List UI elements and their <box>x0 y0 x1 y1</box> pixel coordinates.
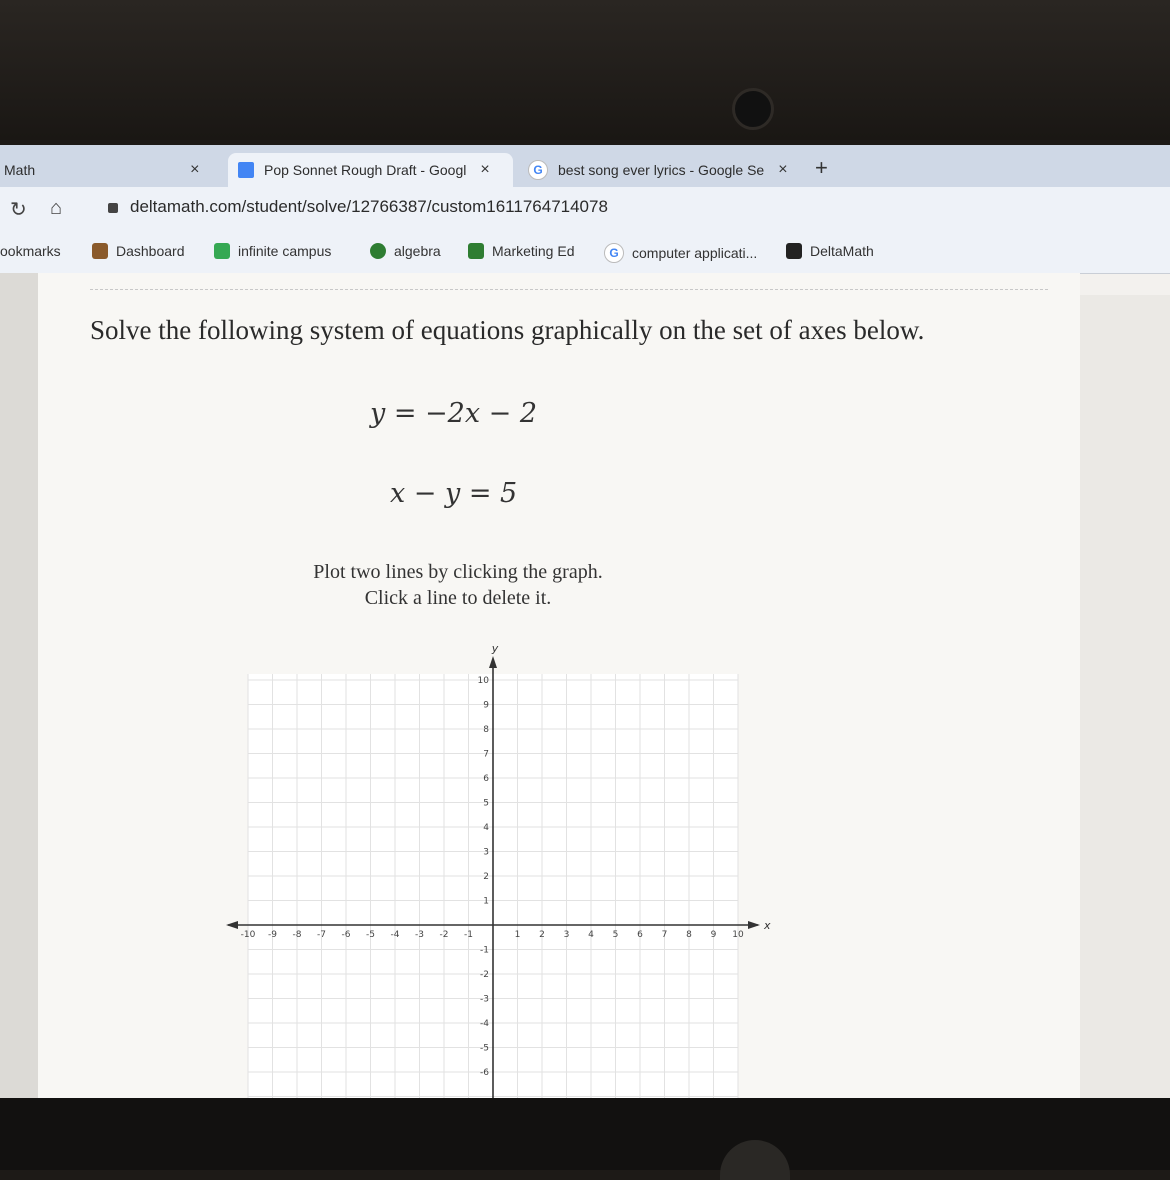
tab-label: best song ever lyrics - Google Se <box>558 162 765 178</box>
y-tick-label: 7 <box>483 749 489 760</box>
y-tick-label: 10 <box>477 676 489 686</box>
tab-label: Math <box>4 162 36 178</box>
x-tick-label: 8 <box>686 930 692 940</box>
url-field[interactable]: deltamath.com/student/solve/12766387/custom1611764714078 <box>130 197 608 216</box>
algebra-icon <box>370 243 386 259</box>
y-tick-label: 3 <box>483 847 489 858</box>
close-tab-icon[interactable]: × <box>778 161 788 178</box>
bookmarks-label[interactable]: ookmarks <box>0 243 61 259</box>
problem-page <box>38 273 1080 1098</box>
x-tick-label: -4 <box>390 930 400 940</box>
left-margin <box>0 273 38 1098</box>
webcam <box>732 88 774 130</box>
bookmark-algebra[interactable] <box>370 243 441 259</box>
y-tick-label: 4 <box>483 823 489 833</box>
y-tick-label: 6 <box>483 774 489 784</box>
y-tick-label: 8 <box>483 725 489 735</box>
y-tick-label: -1 <box>480 945 489 956</box>
address-bar <box>0 187 1170 233</box>
y-tick-label: -6 <box>480 1068 489 1078</box>
bookmark-label: infinite campus <box>238 243 332 259</box>
tab-bar <box>0 145 1170 187</box>
y-tick-label: -3 <box>480 994 489 1005</box>
x-tick-label: -9 <box>268 930 277 940</box>
dashboard-icon <box>92 243 108 259</box>
x-axis-arrow-icon <box>748 921 760 929</box>
x-tick-label: 2 <box>539 930 545 940</box>
x-tick-label: -7 <box>317 930 326 940</box>
close-tab-icon[interactable]: × <box>190 161 200 178</box>
laptop-bezel-top <box>0 0 1170 140</box>
instruction-delete: Click a line to delete it. <box>364 587 552 609</box>
laptop-bezel-bottom <box>0 1098 1170 1170</box>
bookmark-marketing-ed[interactable] <box>468 243 574 259</box>
y-tick-label: 2 <box>483 872 489 882</box>
bookmark-infinite-campus[interactable] <box>214 243 331 259</box>
divider <box>90 289 1048 290</box>
tab-label: Pop Sonnet Rough Draft - Googl <box>264 162 467 178</box>
x-tick-label: -2 <box>439 930 449 940</box>
x-tick-label: 6 <box>637 930 643 940</box>
docs-icon <box>238 162 254 178</box>
y-tick-label: 5 <box>483 798 489 809</box>
instruction-plot: Plot two lines by clicking the graph. <box>313 561 603 583</box>
equation-2: x − y = 5 <box>390 478 518 509</box>
y-axis-arrow-icon <box>489 656 497 668</box>
bookmark-label: algebra <box>394 243 441 259</box>
y-tick-label: -5 <box>480 1043 489 1054</box>
graph-area[interactable] <box>178 633 778 1098</box>
problem-prompt: Solve the following system of equations graphically on the set of axes below. <box>90 315 925 345</box>
x-tick-label: -8 <box>292 930 302 940</box>
bookmark-label: computer applicati... <box>632 245 758 261</box>
x-tick-label: 7 <box>661 930 668 940</box>
home-icon[interactable]: ⌂ <box>50 197 63 219</box>
new-tab-button[interactable]: + <box>815 155 828 180</box>
bookmark-deltamath[interactable] <box>786 243 874 259</box>
right-margin <box>1080 295 1170 1098</box>
x-tick-label: -6 <box>341 930 351 940</box>
y-tick-label: -4 <box>480 1019 489 1029</box>
marketing-icon <box>468 243 484 259</box>
x-axis-arrow-left-icon <box>226 921 238 929</box>
bookmarks-bar <box>0 233 1170 274</box>
screen <box>0 145 1170 1098</box>
tab-pop-sonnet[interactable] <box>228 153 513 187</box>
x-tick-label: 9 <box>710 930 717 940</box>
x-tick-label: 4 <box>588 930 594 940</box>
tab-deltamath[interactable] <box>0 153 225 187</box>
google-icon: G <box>528 160 548 180</box>
y-tick-label: 1 <box>483 896 489 907</box>
x-tick-label: 1 <box>514 930 521 940</box>
x-tick-label: -5 <box>366 930 375 940</box>
google-icon: G <box>604 243 624 263</box>
equation-1: y = −2x − 2 <box>370 398 538 429</box>
bookmark-dashboard[interactable] <box>92 243 185 259</box>
x-tick-label: -10 <box>240 930 256 940</box>
bookmark-label: Dashboard <box>116 243 185 259</box>
x-tick-label: 5 <box>612 930 619 940</box>
bookmark-computer-applications[interactable] <box>604 243 757 263</box>
campus-icon <box>214 243 230 259</box>
lock-icon <box>108 203 118 213</box>
x-tick-label: -3 <box>415 930 424 940</box>
reload-icon[interactable]: ↻ <box>10 199 27 221</box>
y-tick-label: 9 <box>483 700 489 711</box>
y-axis-label: y <box>491 642 499 655</box>
deltamath-icon <box>786 243 802 259</box>
y-tick-label: -2 <box>480 970 489 980</box>
tab-best-song[interactable] <box>520 153 805 187</box>
close-tab-icon[interactable]: × <box>480 161 490 178</box>
bookmark-label: Marketing Ed <box>492 243 575 259</box>
x-tick-label: 10 <box>732 930 744 940</box>
coordinate-plane[interactable] <box>178 633 778 1098</box>
x-axis-label: x <box>764 919 771 932</box>
bookmark-label: DeltaMath <box>810 243 874 259</box>
x-tick-label: 3 <box>563 930 570 940</box>
x-tick-label: -1 <box>464 930 473 940</box>
